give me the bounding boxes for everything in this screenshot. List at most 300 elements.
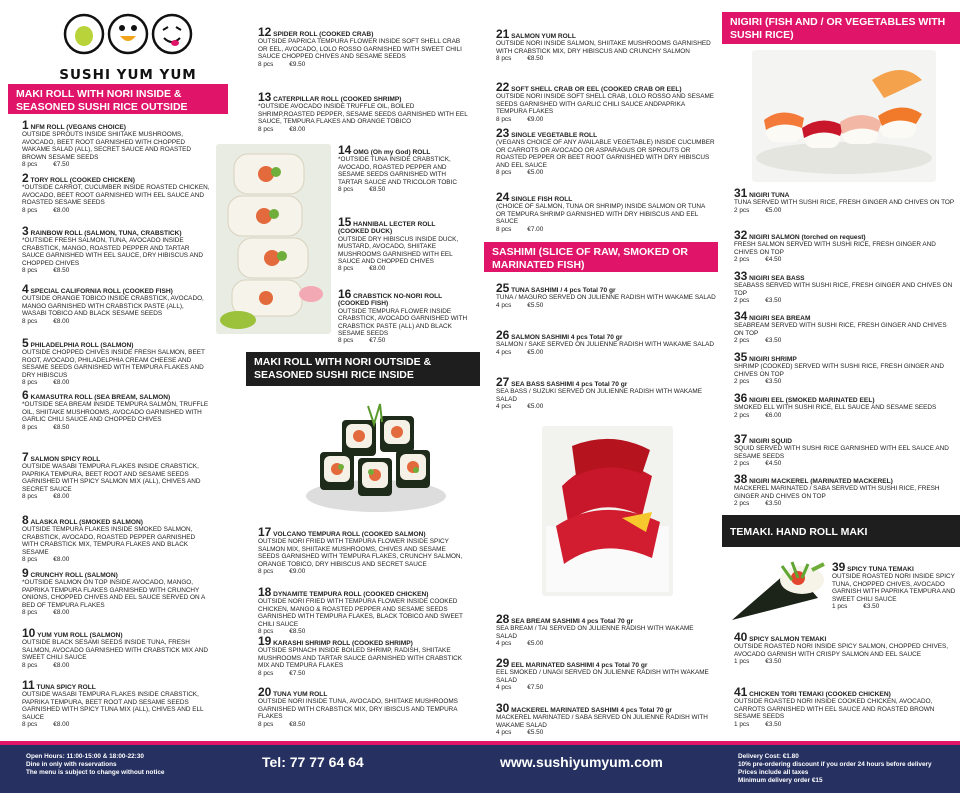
menu-item-price: €9.00 bbox=[527, 115, 544, 123]
menu-item-price: €8.50 bbox=[527, 55, 544, 63]
menu-item-description: OUTSIDE DRY HIBISCUS INSIDE DUCK, MUSTARD, AVOCADO, SHIITAKE MUSHROOMS GARNISHED WITH EEL SAUCE AND CHOPPED CHIVES bbox=[338, 235, 459, 266]
menu-item-price-row bbox=[338, 337, 468, 344]
menu-item-title: TORY ROLL (COOKED CHICKEN) bbox=[30, 177, 135, 184]
menu-item-heading bbox=[496, 128, 716, 139]
menu-item bbox=[496, 192, 716, 233]
menu-item-heading bbox=[258, 527, 468, 538]
menu-item-title: HANNIBAL LECTER ROLL (COOKED DUCK) bbox=[338, 221, 436, 236]
menu-item-number: 33 bbox=[734, 269, 748, 283]
section-header-maki-inside: MAKI ROLL WITH NORI INSIDE & SEASONED SUSHI RICE OUTSIDE bbox=[8, 84, 228, 114]
menu-item-number: 14 bbox=[338, 143, 352, 157]
menu-item-price-row bbox=[22, 267, 210, 274]
menu-item-description: *OUTSIDE SEA BREAM INSIDE TEMPURA SALMON, TRUFFLE OIL, SHIITAKE MUSHROOMS, AVOCADO GARNISHED WITH GARLIC CHILI SAUCE AND CHOPPED CHIVES bbox=[22, 401, 209, 424]
menu-item-title: SALMON SASHIMI 4 pcs Total 70 gr bbox=[511, 334, 623, 341]
menu-item-description: SHRIMP (COOKED) SERVED WITH SUSHI RICE, FRESH GINGER AND CHIVES ON TOP bbox=[734, 363, 944, 378]
menu-item-description: *OUTSIDE TUNA INSIDE CRABSTICK, AVOCADO, ROASTED PEPPER AND SESAME SEEDS GARNISHED WITH TARTAR SAUCE AND TRICOLOR TOBIC bbox=[338, 156, 457, 186]
menu-item bbox=[832, 562, 960, 610]
menu-item-description: OUTSIDE CHOPPED CHIVES INSIDE FRESH SALMON, BEET ROOT, AVOCADO, PHILADELPHIA CREAM CHEESE AND SESAME SEEDS GARNISHED WITH TEMPURA FLAKES AND DRY HIBISCUS bbox=[22, 349, 205, 379]
menu-item-price: €3.50 bbox=[765, 658, 782, 666]
menu-item-heading bbox=[22, 680, 210, 691]
menu-item-description: MACKEREL MARINATED / SABA SERVED ON JULIENNE RADISH WITH WAKAME SALAD bbox=[496, 714, 708, 729]
menu-item-number: 20 bbox=[258, 685, 272, 699]
menu-item-price-row bbox=[258, 721, 468, 728]
menu-item-title: OMG (Oh my God) ROLL bbox=[353, 149, 431, 156]
menu-item-number: 12 bbox=[258, 25, 272, 39]
menu-item-description: SEA BASS / SUZUKI SERVED ON JULIENNE RADISH WITH WAKAME SALAD bbox=[496, 388, 702, 403]
menu-item-quantity: 2 pcs bbox=[734, 297, 750, 305]
menu-item-price-row bbox=[832, 603, 960, 610]
logo-faces-icon bbox=[58, 12, 198, 58]
menu-item-price: €8.50 bbox=[53, 267, 70, 275]
menu-item-heading bbox=[338, 217, 468, 236]
menu-item-price-row bbox=[734, 460, 956, 467]
menu-item-price: €3.50 bbox=[863, 603, 880, 611]
menu-item-quantity: 1 pcs bbox=[832, 603, 848, 611]
menu-item-price: €3.50 bbox=[765, 500, 782, 508]
menu-item-description: MACKEREL MARINATED / SABA SERVED WITH SUSHI RICE, FRESH GINGER AND CHIVES ON TOP bbox=[734, 485, 940, 500]
menu-item-description: SEA BREAM / TAI SERVED ON JULIENNE RADISH WITH WAKAME SALAD bbox=[496, 625, 694, 640]
menu-item bbox=[258, 527, 468, 575]
menu-item bbox=[734, 230, 956, 264]
menu-item-quantity: 8 pcs bbox=[22, 379, 38, 387]
menu-item-price: €3.50 bbox=[765, 337, 782, 345]
menu-item-price-row bbox=[258, 628, 468, 635]
menu-item-heading bbox=[258, 27, 468, 38]
menu-item-description: OUTSIDE NORI INSIDE SALMON, SHIITAKE MUSHROOMS GARNISHED WITH CRABSTICK MIX, DRY HIBISCUS AND CRUNCHY SALMON bbox=[496, 40, 711, 55]
menu-item bbox=[496, 658, 716, 692]
menu-item-description: (VEGANS CHOICE OF ANY AVAILABLE VEGETABLE) INSIDE CUCUMBER OR CARROTS OR AVOCADO OR ASPARAGUS OR SPROUTS OR ROASTED PEPPER OR BEET ROOT GARNISHED WITH DRY HIBISCUS AND EEL SAUCE bbox=[496, 139, 715, 169]
menu-item bbox=[338, 289, 468, 345]
menu-item-number: 22 bbox=[496, 80, 510, 94]
sashimi-photo bbox=[542, 426, 673, 596]
menu-item-heading bbox=[734, 632, 956, 643]
menu-item-number: 36 bbox=[734, 391, 748, 405]
menu-item-price: €8.50 bbox=[53, 423, 70, 431]
menu-item-heading bbox=[496, 192, 716, 203]
menu-item-number: 15 bbox=[338, 215, 352, 229]
menu-item-price: €9.50 bbox=[289, 60, 306, 68]
menu-item-title: CRABSTICK NO-NORI ROLL (COOKED FISH) bbox=[338, 293, 443, 308]
menu-item-number: 31 bbox=[734, 186, 748, 200]
menu-item-title: KAMASUTRA ROLL (SEA BREAM, SALMON) bbox=[30, 394, 171, 401]
menu-item-number: 18 bbox=[258, 585, 272, 599]
menu-item bbox=[734, 188, 956, 214]
menu-item-description: OUTSIDE ROASTED NORI INSIDE COOKED CHICKEN, AVOCADO, CARROTS GARNISHED WITH EEL SAUCE AND ROASTED BROWN SESAME SEEDS bbox=[734, 698, 935, 721]
nigiri-photo-icon bbox=[752, 50, 936, 182]
menu-item bbox=[22, 173, 210, 214]
menu-item-description: OUTSIDE TEMPURA FLOWER INSIDE CRABSTICK, AVOCADO GARNISHED WITH CRABSTICK PASTE (ALL) AND BLACK SESAME SEEDS bbox=[338, 307, 468, 338]
menu-item-description: SEABREAM SERVED WITH SUSHI RICE, FRESH GINGER AND CHIVES ON TOP bbox=[734, 322, 947, 337]
menu-item-quantity: 8 pcs bbox=[258, 125, 274, 133]
menu-item-heading bbox=[496, 614, 716, 625]
menu-item-price-row bbox=[734, 500, 956, 507]
menu-item-heading bbox=[832, 562, 960, 573]
menu-item-price: €8.00 bbox=[53, 493, 70, 501]
menu-item-number: 37 bbox=[734, 432, 748, 446]
menu-item-heading bbox=[258, 636, 468, 647]
menu-item-heading bbox=[22, 568, 210, 579]
menu-item-heading bbox=[22, 284, 210, 295]
menu-item bbox=[734, 687, 956, 728]
menu-item-title: NIGIRI SALMON (torched on request) bbox=[749, 234, 866, 241]
menu-item bbox=[734, 632, 956, 666]
menu-item-number: 40 bbox=[734, 630, 748, 644]
menu-item-title: NFM ROLL (VEGANS CHOICE) bbox=[30, 124, 126, 131]
menu-item bbox=[22, 628, 210, 669]
menu-item-price-row bbox=[734, 721, 956, 728]
menu-item-heading bbox=[734, 687, 956, 698]
menu-item-description: OUTSIDE NORI INSIDE SOFT SHELL CRAB, LOLO ROSSO AND SESAME SEEDS GARNISHED WITH GARLIC CHILI SAUCE ANDPAPRIKA TEMPURA FLAKES bbox=[496, 93, 715, 116]
menu-item bbox=[734, 393, 956, 419]
menu-item bbox=[734, 311, 956, 345]
menu-item-number: 3 bbox=[22, 224, 29, 238]
menu-item-price: €5.50 bbox=[527, 301, 544, 309]
menu-item bbox=[22, 452, 210, 500]
menu-item-price: €8.00 bbox=[53, 317, 70, 325]
menu-item-heading bbox=[496, 283, 716, 294]
menu-item-price-row bbox=[22, 493, 210, 500]
menu-item-price: €4.50 bbox=[765, 256, 782, 264]
menu-item-title: SPIDER ROLL (COOKED CRAB) bbox=[273, 31, 374, 38]
menu-item-title: SINGLE FISH ROLL bbox=[511, 196, 573, 203]
menu-item-number: 23 bbox=[496, 126, 510, 140]
menu-item-description: OUTSIDE ROASTED NORI INSIDE SPICY TUNA, CHOPPED CHIVES, AVOCADO GARNISH WITH PAPRIKA TEMPURA AND SWEET CHILI SAUCE bbox=[832, 573, 956, 603]
menu-item-quantity: 8 pcs bbox=[258, 60, 274, 68]
menu-item-number: 34 bbox=[734, 309, 748, 323]
menu-item-quantity: 8 pcs bbox=[258, 669, 274, 677]
menu-item-price: €8.50 bbox=[289, 720, 306, 728]
menu-item-price-row bbox=[734, 337, 956, 344]
menu-item-description: OUTSIDE WASABI TEMPURA FLAKES INSIDE CRABSTICK, PAPRIKA TEMPURA, BEET ROOT AND SESAME SEEDS GARNISHED WITH SPICY SALMON MIX (ALL), CHIVES AND SECRET SAUCE bbox=[22, 463, 201, 493]
menu-item-price: €9.00 bbox=[289, 568, 306, 576]
menu-item bbox=[22, 680, 210, 728]
menu-item-quantity: 4 pcs bbox=[496, 729, 512, 737]
menu-item-price-row bbox=[338, 265, 468, 272]
menu-item-quantity: 1 pcs bbox=[734, 658, 750, 666]
menu-item-price: €5.00 bbox=[527, 403, 544, 411]
menu-item-number: 35 bbox=[734, 350, 748, 364]
menu-item bbox=[22, 338, 210, 386]
menu-item-quantity: 8 pcs bbox=[22, 661, 38, 669]
menu-item-quantity: 2 pcs bbox=[734, 206, 750, 214]
menu-item-price-row bbox=[496, 169, 716, 176]
section-header-nigiri: NIGIRI (FISH AND / OR VEGETABLES WITH SUSHI RICE) bbox=[722, 12, 960, 44]
menu-item-description: SALMON / SAKE SERVED ON JULIENNE RADISH WITH WAKAME SALAD bbox=[496, 341, 715, 349]
menu-item-price-row bbox=[22, 556, 210, 563]
menu-item-price-row bbox=[734, 297, 956, 304]
menu-item-heading bbox=[734, 474, 956, 485]
menu-item bbox=[496, 377, 716, 411]
nigiri-photo bbox=[752, 50, 936, 182]
brand-name: SUSHI YUM YUM bbox=[59, 67, 197, 83]
menu-item-price: €7.50 bbox=[527, 684, 544, 692]
uramaki-photo-icon bbox=[216, 144, 331, 334]
menu-item bbox=[338, 145, 468, 193]
menu-change-note: The menu is subject to change without notice bbox=[26, 769, 165, 776]
menu-item-description: OUTSIDE PAPRICA TEMPURA FLOWER INSIDE SOFT SHELL CRAB OR EEL, AVOCADO, LOLO ROSSO GARNISHED WITH SWEET CHILI SAUCE CHOPPED CHIVES AND SESAME SEEDS bbox=[258, 38, 462, 61]
menu-item-price-row bbox=[22, 609, 210, 616]
menu-item-price-row bbox=[22, 424, 210, 431]
menu-item-quantity: 8 pcs bbox=[338, 186, 354, 194]
logo bbox=[58, 12, 198, 82]
menu-item-quantity: 8 pcs bbox=[496, 115, 512, 123]
menu-item-quantity: 2 pcs bbox=[734, 378, 750, 386]
menu-item-price: €3.50 bbox=[765, 378, 782, 386]
menu-item bbox=[496, 283, 716, 309]
menu-item-number: 10 bbox=[22, 626, 36, 640]
menu-item-heading bbox=[496, 377, 716, 388]
menu-item-description: TUNA SERVED WITH SUSHI RICE, FRESH GINGER AND CHIVES ON TOP bbox=[734, 199, 955, 207]
menu-item-title: VOLCANO TEMPURA ROLL (COOKED SALMON) bbox=[273, 531, 426, 538]
menu-item-price-row bbox=[22, 161, 210, 168]
menu-item-heading bbox=[496, 82, 716, 93]
menu-item bbox=[734, 352, 956, 386]
menu-item-title: SALMON SPICY ROLL bbox=[30, 456, 101, 463]
menu-item-title: NIGIRI SEA BREAM bbox=[749, 315, 811, 322]
menu-item-title: TUNA SPICY ROLL bbox=[36, 684, 96, 691]
menu-item-title: YUM YUM ROLL (SALMON) bbox=[37, 632, 123, 639]
menu-item-number: 17 bbox=[258, 525, 272, 539]
menu-item-price-row bbox=[496, 55, 716, 62]
menu-item-quantity: 8 pcs bbox=[22, 493, 38, 501]
menu-item-heading bbox=[496, 330, 716, 341]
menu-item-price-row bbox=[258, 126, 468, 133]
menu-item-number: 30 bbox=[496, 701, 510, 715]
menu-item-title: NIGIRI TUNA bbox=[749, 192, 790, 199]
menu-item bbox=[496, 128, 716, 176]
phone-number[interactable]: Tel: 77 77 64 64 bbox=[262, 754, 364, 770]
menu-item-price-row bbox=[734, 256, 956, 263]
menu-item-title: SOFT SHELL CRAB OR EEL (COOKED CRAB OR EEL) bbox=[511, 86, 682, 93]
menu-item bbox=[22, 515, 210, 563]
menu-item-description: OUTSIDE NORI INSIDE TUNA, AVOCADO, SHIITAKE MUSHROOMS GARNISHED WITH CRABSTICK MIX, DRY IBISCUS AND TEMPURA FLAKES bbox=[258, 698, 458, 721]
menu-item-heading bbox=[734, 230, 956, 241]
menu-item-quantity: 2 pcs bbox=[734, 411, 750, 419]
opening-hours: Open Hours: 11:00-15:00 & 18:00-22:30 bbox=[26, 753, 144, 760]
menu-item-price: €5.00 bbox=[527, 640, 544, 648]
menu-item-title: ALASKA ROLL (SMOKED SALMON) bbox=[30, 519, 143, 526]
menu-item-price: €8.00 bbox=[53, 721, 70, 729]
menu-item-heading bbox=[496, 703, 716, 714]
menu-item bbox=[734, 271, 956, 305]
menu-item-price-row bbox=[496, 684, 716, 691]
menu-item-quantity: 4 pcs bbox=[496, 684, 512, 692]
menu-item-quantity: 2 pcs bbox=[734, 337, 750, 345]
menu-item-price: €8.00 bbox=[53, 661, 70, 669]
menu-item-price-row bbox=[258, 568, 468, 575]
menu-item-number: 25 bbox=[496, 281, 510, 295]
menu-item-price-row bbox=[22, 721, 210, 728]
menu-item-description: OUTSIDE NORI FRIED WITH TEMPURA FLOWER INSIDE SPICY SALMON MIX, SHIITAKE MUSHROOMS, CHIVES AND SESAME SEEDS GARNISHED WITH TEMPURA FLAKES, CRUNCHY SALMON, ORANGE TOBICO, DRY HIBISCUS AND SECRET SAUCE bbox=[258, 538, 463, 568]
menu-item-heading bbox=[338, 289, 468, 308]
menu-item bbox=[496, 82, 716, 123]
menu-item-title: CATERPILLAR ROLL (COOKED SHRIMP) bbox=[273, 96, 402, 103]
menu-item-number: 9 bbox=[22, 566, 29, 580]
menu-item-number: 1 bbox=[22, 118, 29, 132]
menu-item-price: €8.00 bbox=[369, 265, 386, 273]
menu-item-quantity: 4 pcs bbox=[496, 348, 512, 356]
menu-item-quantity: 8 pcs bbox=[22, 609, 38, 617]
menu-item-description: EEL SMOKED / UNAGI SERVED ON JULIENNE RADISH WITH WAKAME SALAD bbox=[496, 669, 709, 684]
menu-item-number: 39 bbox=[832, 560, 846, 574]
menu-item-description: OUTSIDE WASABI TEMPURA FLAKES INSIDE CRABSTICK, PAPRIKA TEMPURA, BEET ROOT AND SESAME SEEDS GARNISHED WITH SPICY TUNA MIX (ALL), CHIVES AND ELL SAUCE bbox=[22, 691, 204, 721]
menu-item-heading bbox=[734, 188, 956, 199]
menu-item-number: 2 bbox=[22, 171, 29, 185]
menu-item-quantity: 8 pcs bbox=[338, 337, 354, 345]
menu-item-quantity: 8 pcs bbox=[22, 556, 38, 564]
menu-item-price: €8.00 bbox=[53, 379, 70, 387]
menu-item-price: €8.00 bbox=[289, 125, 306, 133]
menu-item-heading bbox=[338, 145, 468, 156]
website-link[interactable]: www.sushiyumyum.com bbox=[500, 754, 663, 770]
menu-item-title: NIGIRI SHRIMP bbox=[749, 356, 797, 363]
menu-item bbox=[258, 636, 468, 677]
menu-item-price: €5.00 bbox=[765, 206, 782, 214]
hosomaki-photo-icon bbox=[298, 400, 453, 518]
sashimi-photo-icon bbox=[542, 426, 673, 596]
menu-item-price-row bbox=[22, 318, 210, 325]
footer bbox=[0, 741, 960, 793]
menu-item bbox=[496, 330, 716, 356]
menu-item-quantity: 8 pcs bbox=[22, 161, 38, 169]
menu-item-description: OUTSIDE ORANGE TOBICO INSIDE CRABSTICK, AVOCADO, MANGO GARNISHED WITH CRABSTICK PASTE (ALL), WASABI TOBICO AND BLACK SESAME SEEDS bbox=[22, 295, 204, 318]
menu-item-title: SEA BASS SASHIMI 4 pcs Total 70 gr bbox=[511, 381, 628, 388]
menu-item-number: 16 bbox=[338, 287, 352, 301]
menu-item-price-row bbox=[496, 226, 716, 233]
menu-item-description: *OUTSIDE CARROT, CUCUMBER INSIDE ROASTED CHICKEN, AVOCADO, BEET ROOT GARNISHED WITH EEL SAUCE AND ROASTED SESAME SEEDS bbox=[22, 184, 210, 207]
menu-item-heading bbox=[22, 226, 210, 237]
tax-note: Prices include all taxes bbox=[738, 769, 809, 776]
menu-item-quantity: 8 pcs bbox=[22, 267, 38, 275]
menu-item-heading bbox=[22, 173, 210, 184]
menu-item-price-row bbox=[496, 729, 716, 736]
menu-item bbox=[22, 226, 210, 274]
menu-item-title: SPICY TUNA TEMAKI bbox=[847, 566, 914, 573]
temaki-photo bbox=[722, 558, 828, 630]
menu-item-price-row bbox=[338, 186, 468, 193]
menu-item-quantity: 8 pcs bbox=[258, 720, 274, 728]
menu-item-number: 28 bbox=[496, 612, 510, 626]
menu-item-quantity: 2 pcs bbox=[734, 500, 750, 508]
menu-item-title: SINGLE VEGETABLE ROLL bbox=[511, 132, 598, 139]
menu-item-price-row bbox=[734, 207, 956, 214]
menu-item-heading bbox=[22, 390, 210, 401]
menu-item-quantity: 8 pcs bbox=[496, 225, 512, 233]
menu-item bbox=[496, 29, 716, 63]
section-header-maki-outside: MAKI ROLL WITH NORI OUTSIDE & SEASONED SUSHI RICE INSIDE bbox=[246, 352, 480, 386]
menu-item-description: OUTSIDE SPINACH INSIDE BOILED SHRIMP, RADISH, SHIITAKE MUSHROOMS AND TARTAR SAUCE GARNISHED WITH CRABSTICK MIX AND TEMPURA FLAKES bbox=[258, 647, 463, 670]
temaki-photo-icon bbox=[722, 558, 828, 630]
footer-accent-bar bbox=[0, 741, 960, 745]
dine-in-note: Dine in only with reservations bbox=[26, 761, 117, 768]
menu-item bbox=[734, 474, 956, 508]
menu-item-number: 21 bbox=[496, 27, 510, 41]
menu-item-description: SEABASS SERVED WITH SUSHI RICE, FRESH GINGER AND CHIVES ON TOP bbox=[734, 282, 953, 297]
section-header-temaki: TEMAKI. HAND ROLL MAKI bbox=[722, 515, 960, 547]
menu-item-price: €7.50 bbox=[289, 669, 306, 677]
menu-item-title: RAINBOW ROLL (SALMON, TUNA, CRABSTICK) bbox=[30, 230, 182, 237]
menu-item-number: 5 bbox=[22, 336, 29, 350]
menu-item-price: €6.00 bbox=[765, 411, 782, 419]
menu-item-description: OUTSIDE NORI FRIED WITH TEMPURA FLOWER INSIDE COOKED CHICKEN, MANGO & ROASTED PEPPER AND SESAME SEEDS GARNISHED WITH TEMPURA FLAKES, BLACK TOBICO AND SWEET CHILI SAUCE bbox=[258, 598, 463, 628]
menu-item-title: PHILADELPHIA ROLL (SALMON) bbox=[30, 342, 134, 349]
menu-item-quantity: 4 pcs bbox=[496, 403, 512, 411]
menu-item-title: TUNA SASHIMI / 4 pcs Total 70 gr bbox=[511, 287, 616, 294]
menu-item-quantity: 8 pcs bbox=[338, 265, 354, 273]
menu-item-heading bbox=[22, 452, 210, 463]
menu-item-quantity: 2 pcs bbox=[734, 256, 750, 264]
menu-item-heading bbox=[22, 338, 210, 349]
menu-item-description: (CHOICE OF SALMON, TUNA OR SHRIMP) INSIDE SALMON OR TUNA OR TEMPURA SHRIMP GARNISHED WITH DRY HIBISCUS AND EEL SAUCE bbox=[496, 203, 705, 226]
menu-item-price: €4.50 bbox=[765, 460, 782, 468]
menu-item-heading bbox=[734, 434, 956, 445]
menu-item-heading bbox=[496, 29, 716, 40]
menu-item-title: KARASHI SHRIMP ROLL (COOKED SHRIMP) bbox=[273, 640, 413, 647]
menu-item-description: TUNA / MAGURO SERVED ON JULIENNE RADISH WITH WAKAME SALAD bbox=[496, 294, 716, 302]
menu-item-price: €7.50 bbox=[53, 161, 70, 169]
menu-item-price-row bbox=[22, 207, 210, 214]
menu-item-number: 38 bbox=[734, 472, 748, 486]
menu-item-description: OUTSIDE TEMPURA FLAKES INSIDE SMOKED SALMON, CRABSTICK, AVOCADO, ROASTED PEPPER GARNISHED WITH CRABSTICK MIX, TEMPURA FLAKES AND BLACK SESAME bbox=[22, 526, 196, 556]
menu-item-quantity: 8 pcs bbox=[496, 169, 512, 177]
menu-item-description: OUTSIDE BLACK SESAMI SEEDS INSIDE TUNA, FRESH SALMON, AVOCADO GARNISHED WITH CRABSTICK MIX AND SWEET CHILI SAUCE bbox=[22, 639, 208, 662]
menu-item-number: 29 bbox=[496, 656, 510, 670]
menu-item-number: 7 bbox=[22, 450, 29, 464]
menu-item-quantity: 1 pcs bbox=[734, 720, 750, 728]
menu-item bbox=[22, 568, 210, 616]
menu-item-description: SMOKED ELL WITH SUSHI RICE, ELL SAUCE AND SESAME SEEDS bbox=[734, 404, 937, 412]
menu-item-title: SPECIAL CALIFORNIA ROLL (COOKED FISH) bbox=[30, 288, 173, 295]
menu-item-price-row bbox=[496, 302, 716, 309]
menu-item-number: 19 bbox=[258, 634, 272, 648]
menu-item-heading bbox=[496, 658, 716, 669]
menu-item-heading bbox=[734, 352, 956, 363]
menu-item-heading bbox=[258, 687, 468, 698]
menu-item bbox=[22, 120, 210, 168]
menu-item-title: SPICY SALMON TEMAKI bbox=[749, 636, 827, 643]
menu-item-description: SQUID SERVED WITH SUSHI RICE GARNISHED WITH EEL SAUCE AND SESAME SEEDS bbox=[734, 445, 949, 460]
menu-item-title: NIGIRI MACKEREL (MARINATED MACKEREL) bbox=[749, 478, 893, 485]
menu-item-heading bbox=[258, 92, 468, 103]
menu-item-number: 26 bbox=[496, 328, 510, 342]
menu-item-heading bbox=[734, 271, 956, 282]
menu-item-title: DYNAMITE TEMPURA ROLL (COOKED CHICKEN) bbox=[273, 591, 429, 598]
menu-item-title: EEL MARINATED SASHIMI 4 pcs Total 70 gr bbox=[511, 662, 648, 669]
menu-item-heading bbox=[258, 587, 468, 598]
menu-item-price-row bbox=[258, 670, 468, 677]
menu-item-price: €8.50 bbox=[289, 628, 306, 636]
menu-item bbox=[734, 434, 956, 468]
menu-item-title: NIGIRI SEA BASS bbox=[749, 275, 805, 282]
menu-item-heading bbox=[734, 311, 956, 322]
menu-item-number: 13 bbox=[258, 90, 272, 104]
menu-item-quantity: 8 pcs bbox=[258, 568, 274, 576]
menu-item-price-row bbox=[258, 61, 468, 68]
menu-item-price-row bbox=[734, 378, 956, 385]
menu-item-description: *OUTSIDE FRESH SALMON, TUNA, AVOCADO INSIDE CRABSTICK, MANGO, ROASTED PEPPER AND TARTAR SAUCE GARNISHED WITH EEL SAUCE, DRY HIBISCUS AND CHOPPED CHIVES bbox=[22, 237, 203, 267]
menu-item-price-row bbox=[734, 412, 956, 419]
menu-item-description: FRESH SALMON SERVED WITH SUSHI RICE, FRESH GINGER AND CHIVES ON TOP bbox=[734, 241, 936, 256]
menu-item bbox=[258, 27, 468, 68]
menu-item-number: 6 bbox=[22, 388, 29, 402]
menu-item bbox=[496, 614, 716, 648]
maki-inside-photo bbox=[216, 144, 331, 334]
menu-item-heading bbox=[734, 393, 956, 404]
menu-item bbox=[258, 587, 468, 635]
menu-item-quantity: 4 pcs bbox=[496, 301, 512, 309]
menu-item bbox=[22, 390, 210, 431]
menu-item-price: €3.50 bbox=[765, 720, 782, 728]
